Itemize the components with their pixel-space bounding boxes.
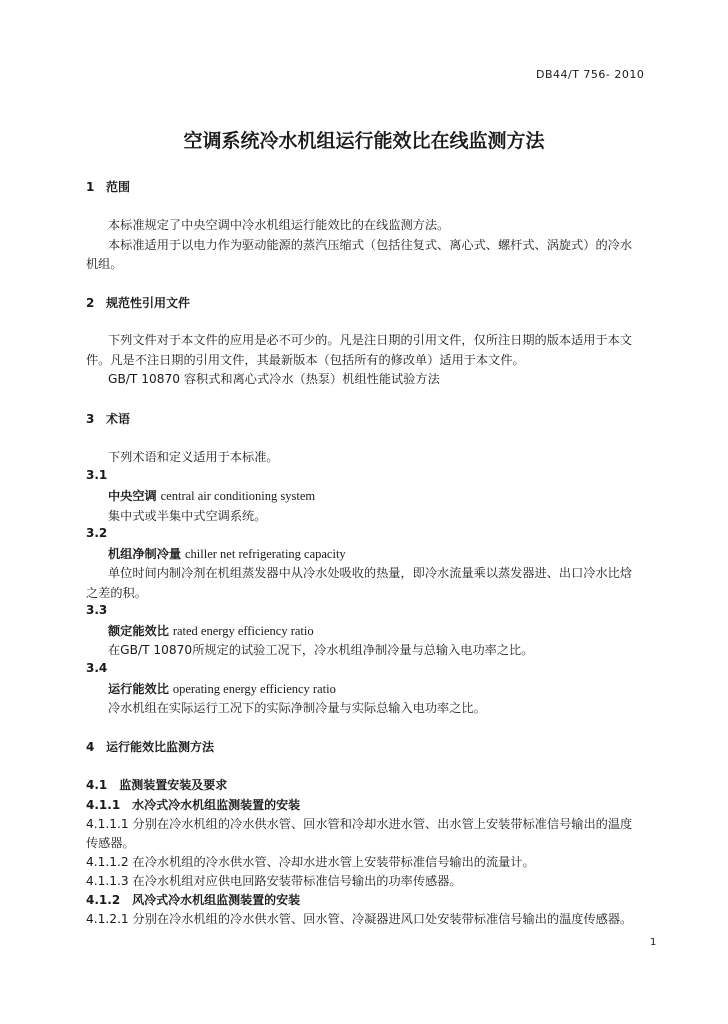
paragraph: 下列术语和定义适用于本标准。 bbox=[108, 450, 279, 464]
term-definition: 集中式或半集中式空调系统。 bbox=[108, 509, 267, 523]
term-cn: 机组净制冷量 bbox=[108, 547, 182, 561]
clause: 4.1.1.3 在冷水机组对应供电回路安装带标准信号输出的功率传感器。 bbox=[86, 874, 462, 888]
reference-item: GB/T 10870 容积式和离心式冷水（热泵）机组性能试验方法 bbox=[108, 372, 440, 386]
section-number: 3 bbox=[86, 412, 95, 426]
term-definition: 冷水机组在实际运行工况下的实际净制冷量与实际总输入电功率之比。 bbox=[108, 701, 486, 715]
section-title: 运行能效比监测方法 bbox=[106, 740, 215, 754]
term-heading bbox=[108, 545, 346, 562]
section-number: 2 bbox=[86, 296, 95, 310]
section-number: 1 bbox=[86, 180, 95, 194]
section-title: 规范性引用文件 bbox=[106, 296, 191, 310]
paragraph: 件。凡是不注日期的引用文件，其最新版本（包括所有的修改单）适用于本文件。 bbox=[86, 353, 525, 367]
clause: 传感器。 bbox=[86, 836, 135, 850]
clause: 4.1.1.2 在冷水机组的冷水供水管、冷却水进水管上安装带标准信号输出的流量计。 bbox=[86, 855, 535, 869]
paragraph: 下列文件对于本文件的应用是必不可少的。凡是注日期的引用文件，仅所注日期的版本适用于本文 bbox=[108, 333, 633, 347]
section-title: 范围 bbox=[106, 180, 131, 194]
term-definition: 在GB/T 10870所规定的试验工况下，冷水机组净制冷量与总输入电功率之比。 bbox=[108, 643, 534, 657]
section-4-heading bbox=[86, 738, 214, 755]
page-number: 1 bbox=[650, 937, 657, 948]
term-en: rated energy efficiency ratio bbox=[172, 624, 314, 638]
term-heading bbox=[108, 622, 314, 639]
standard-number: DB44/T 756- 2010 bbox=[536, 68, 645, 81]
paragraph: 机组。 bbox=[86, 257, 123, 271]
section-3-heading bbox=[86, 410, 130, 427]
term-number: 3.2 bbox=[86, 526, 108, 540]
subsection-heading: 4.1.1 水冷式冷水机组监测装置的安装 bbox=[86, 798, 301, 812]
subsection-heading: 4.1 监测装置安装及要求 bbox=[86, 778, 228, 792]
term-definition: 之差的积。 bbox=[86, 586, 147, 600]
clause: 4.1.2.1 分别在冷水机组的冷水供水管、回水管、冷凝器进风口处安装带标准信号输出的温度传感器。 bbox=[86, 912, 633, 926]
term-definition: 单位时间内制冷剂在机组蒸发器中从冷水处吸收的热量，即冷水流量乘以蒸发器进、出口冷水比焓 bbox=[108, 566, 633, 580]
paragraph: 本标准适用于以电力作为驱动能源的蒸汽压缩式（包括往复式、离心式、螺杆式、涡旋式）的冷水 bbox=[108, 238, 633, 252]
term-en: chiller net refrigerating capacity bbox=[185, 547, 346, 561]
section-2-heading bbox=[86, 294, 190, 311]
paragraph: 本标准规定了中央空调中冷水机组运行能效比的在线监测方法。 bbox=[108, 218, 450, 232]
term-cn: 额定能效比 bbox=[108, 624, 169, 638]
term-heading bbox=[108, 487, 315, 504]
document-title: 空调系统冷水机组运行能效比在线监测方法 bbox=[183, 130, 545, 152]
section-number: 4 bbox=[86, 740, 95, 754]
term-cn: 中央空调 bbox=[108, 489, 157, 503]
section-title: 术语 bbox=[106, 412, 131, 426]
term-heading bbox=[108, 680, 336, 697]
term-cn: 运行能效比 bbox=[108, 682, 169, 696]
term-en: operating energy efficiency ratio bbox=[172, 682, 336, 696]
subsection-heading: 4.1.2 风冷式冷水机组监测装置的安装 bbox=[86, 893, 301, 907]
clause: 4.1.1.1 分别在冷水机组的冷水供水管、回水管和冷却水进水管、出水管上安装带标准信号输出的温度 bbox=[86, 817, 633, 831]
term-en: central air conditioning system bbox=[160, 489, 316, 503]
term-number: 3.3 bbox=[86, 603, 108, 617]
section-1-heading bbox=[86, 178, 130, 195]
term-number: 3.4 bbox=[86, 661, 108, 675]
term-number: 3.1 bbox=[86, 468, 108, 482]
